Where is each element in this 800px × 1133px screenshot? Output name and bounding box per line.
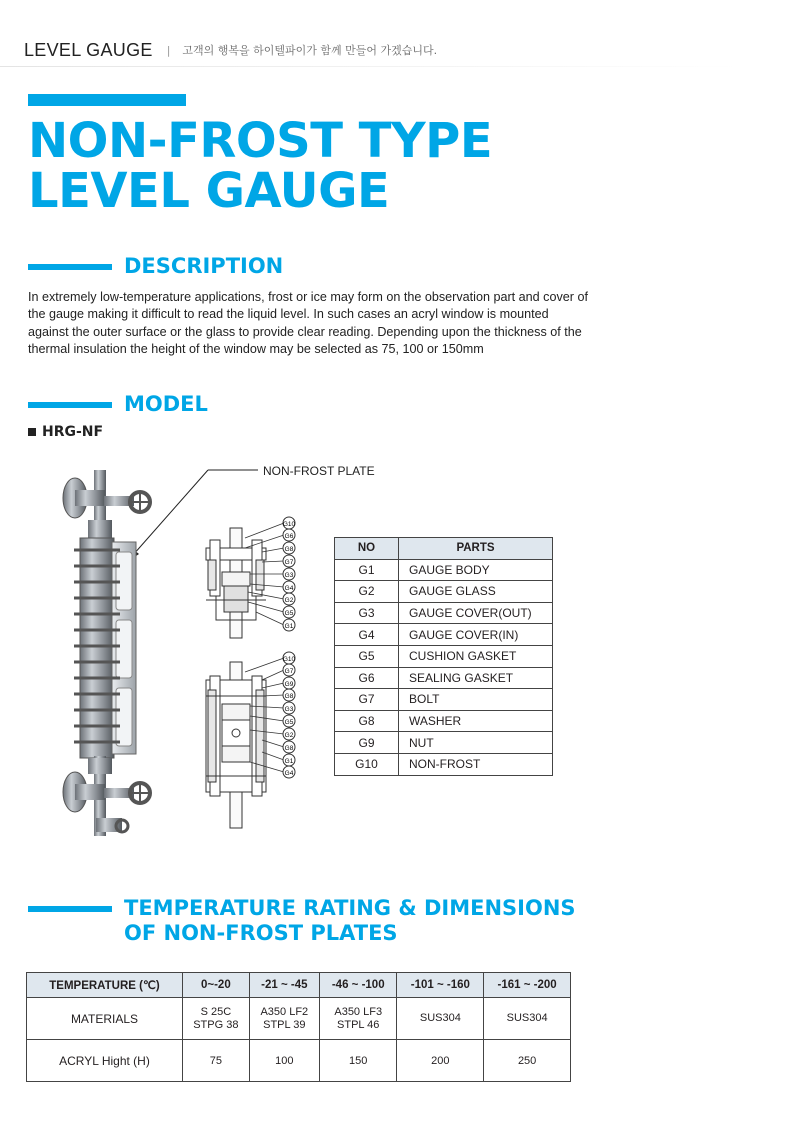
part-name: NUT (399, 732, 553, 754)
materials-cell (484, 998, 571, 1040)
part-no: G10 (335, 753, 399, 775)
temp-header-range: -21 ~ -45 (249, 973, 319, 998)
balloon-label: G8 (284, 745, 294, 752)
material-line: A350 LF3 (334, 1005, 383, 1018)
acryl-cell: 200 (397, 1040, 484, 1082)
material-line: SUS304 (506, 1012, 548, 1024)
part-name: WASHER (399, 710, 553, 732)
balloon-label: G7 (284, 668, 294, 675)
table-row (335, 645, 553, 667)
table-row (335, 753, 553, 775)
part-no: G5 (335, 645, 399, 667)
material-line: A350 LF2 (260, 1005, 309, 1018)
table-row (335, 667, 553, 689)
table-row (335, 559, 553, 581)
acryl-cell: 75 (183, 1040, 250, 1082)
temperature-heading (28, 896, 576, 946)
parts-table (334, 537, 553, 776)
balloon-label: G10 (282, 521, 296, 528)
part-no: G7 (335, 689, 399, 711)
material-line: SUS304 (419, 1012, 461, 1024)
balloon-label: G4 (284, 770, 294, 777)
part-name: GAUGE GLASS (399, 581, 553, 603)
table-row (27, 998, 571, 1040)
balloon-label: G1 (284, 758, 294, 765)
balloon-label: G2 (284, 732, 294, 739)
balloon-label: G7 (284, 559, 294, 566)
balloon-label: G6 (284, 533, 294, 540)
non-frost-plate-callout: NON-FROST PLATE (263, 464, 375, 478)
header-separator: | (166, 43, 171, 57)
part-name: BOLT (399, 689, 553, 711)
part-no: G3 (335, 602, 399, 624)
part-no: G2 (335, 581, 399, 603)
temp-header-range: 0~-20 (183, 973, 250, 998)
cross-section-bottom (206, 662, 266, 828)
cross-section-top-balloons (283, 517, 296, 631)
header-title: LEVEL GAUGE (24, 39, 153, 60)
balloon-label: G2 (284, 597, 294, 604)
temp-header-range: -101 ~ -160 (397, 973, 484, 998)
balloon-label: G5 (284, 610, 294, 617)
table-row (335, 710, 553, 732)
page-title-line1: NON-FROST TYPE (28, 113, 493, 169)
balloon-label: G10 (282, 656, 296, 663)
header-subtitle: 고객의 행복을 하이텔파이가 함께 만들어 가겠습니다. (182, 44, 438, 57)
balloon-label: G3 (284, 572, 294, 579)
temp-header-label: TEMPERATURE (℃) (27, 973, 183, 998)
part-no: G1 (335, 559, 399, 581)
temperature-table (26, 972, 571, 1082)
temperature-title (124, 896, 576, 946)
cross-section-top (206, 528, 266, 638)
temp-header-range: -46 ~ -100 (319, 973, 397, 998)
table-row (335, 732, 553, 754)
cross-section-bottom-balloons (283, 652, 296, 778)
part-name: GAUGE COVER(IN) (399, 624, 553, 646)
balloon-label: G8 (284, 546, 294, 553)
acryl-cell: 150 (319, 1040, 397, 1082)
section-accent-bar (28, 906, 112, 912)
table-row (27, 1040, 571, 1082)
temperature-header-row (27, 973, 571, 998)
materials-label: MATERIALS (27, 998, 183, 1040)
materials-cell (319, 998, 397, 1040)
description-text: In extremely low-temperature applications, frost or ice may form on the observation part and cover of the gauge making it difficult to read the liquid level. In such cases an acryl window is mounted against the outer surface or the glass to provide clear reading. Depending upon the thickness of the thermal insulation the height of the window may be selected as 75, 100 or 150mm (28, 290, 588, 357)
material-line: STPL 46 (337, 1018, 380, 1031)
balloon-label: G5 (284, 719, 294, 726)
parts-header-parts: PARTS (399, 538, 553, 560)
part-name: CUSHION GASKET (399, 645, 553, 667)
cross-section-top-leaders (245, 523, 284, 625)
balloon-label: G8 (284, 693, 294, 700)
parts-header-no: NO (335, 538, 399, 560)
materials-cell (249, 998, 319, 1040)
part-no: G9 (335, 732, 399, 754)
material-line: STPL 39 (263, 1018, 306, 1031)
top-valve (63, 470, 150, 540)
temperature-title-line1: TEMPERATURE RATING & DIMENSIONS (124, 896, 576, 920)
bottom-valve (63, 756, 150, 836)
acryl-cell: 250 (484, 1040, 571, 1082)
table-row (335, 581, 553, 603)
balloon-label: G9 (284, 681, 294, 688)
part-name: GAUGE COVER(OUT) (399, 602, 553, 624)
part-no: G4 (335, 624, 399, 646)
temp-header-range: -161 ~ -200 (484, 973, 571, 998)
part-no: G6 (335, 667, 399, 689)
description-title: DESCRIPTION (124, 254, 284, 278)
balloon-label: G1 (284, 623, 294, 630)
acryl-cell: 100 (249, 1040, 319, 1082)
table-row (335, 602, 553, 624)
part-name: GAUGE BODY (399, 559, 553, 581)
gauge-body (74, 538, 136, 758)
table-row (335, 689, 553, 711)
table-row (335, 624, 553, 646)
model-name-text: HRG-NF (42, 424, 104, 440)
materials-cell (397, 998, 484, 1040)
part-name: NON-FROST (399, 753, 553, 775)
page-title-line2: LEVEL GAUGE (28, 163, 390, 219)
parts-table-header-row (335, 538, 553, 560)
part-name: SEALING GASKET (399, 667, 553, 689)
materials-cell (183, 998, 250, 1040)
temperature-title-line2: OF NON-FROST PLATES (124, 921, 398, 945)
material-line: S 25C (200, 1005, 232, 1018)
material-line: STPG 38 (193, 1018, 239, 1031)
balloon-label: G3 (284, 706, 294, 713)
model-title: MODEL (124, 392, 208, 416)
part-no: G8 (335, 710, 399, 732)
balloon-label: G4 (284, 585, 294, 592)
acryl-label: ACRYL Hight (H) (27, 1040, 183, 1082)
